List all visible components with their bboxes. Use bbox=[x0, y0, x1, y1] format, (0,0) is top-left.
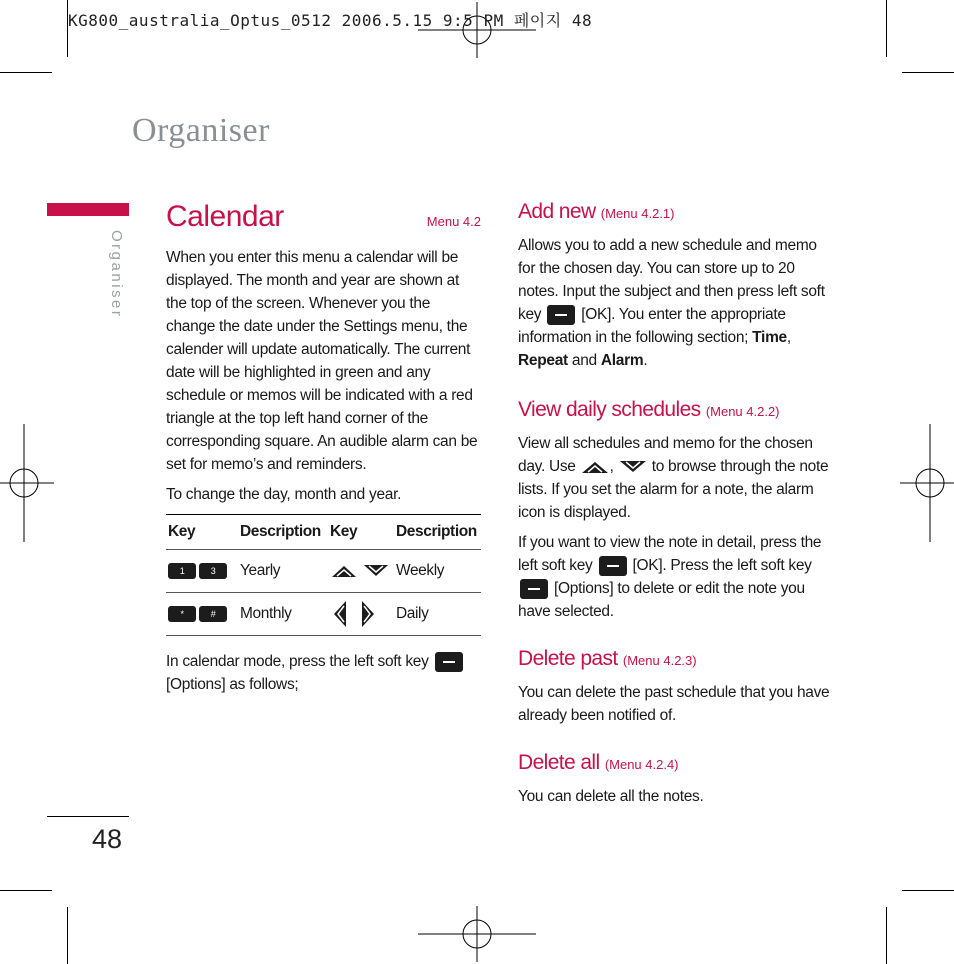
view-daily-detail-text bbox=[518, 531, 833, 623]
calendar-section bbox=[166, 200, 481, 696]
sidebar-label: Organiser bbox=[108, 230, 125, 319]
add-new-title: Add new bbox=[518, 200, 596, 223]
left-soft-key-icon bbox=[520, 579, 548, 599]
nav-right-icon bbox=[356, 599, 378, 629]
view-daily-text-c: If you want to view the note in detail, press the left soft key bbox=[518, 534, 822, 574]
crop-mark bbox=[902, 72, 954, 73]
delete-past-section bbox=[518, 645, 833, 727]
page-number-rule bbox=[47, 816, 129, 817]
view-daily-heading bbox=[518, 396, 833, 426]
key-star-icon: * bbox=[168, 606, 196, 622]
time-label: Time bbox=[752, 329, 787, 346]
options-instructions bbox=[166, 650, 481, 696]
description-cell: Yearly bbox=[238, 550, 328, 593]
key-1-icon: 1 bbox=[168, 563, 196, 579]
view-daily-text bbox=[518, 432, 833, 524]
page-number: 48 bbox=[92, 824, 123, 854]
options-post-text: [Options] as follows; bbox=[166, 676, 299, 693]
view-daily-text-e: [Options] to delete or edit the note you have selected. bbox=[518, 580, 805, 620]
delete-all-title: Delete all bbox=[518, 751, 600, 774]
registration-mark-right bbox=[900, 424, 954, 542]
print-header: KG800_australia_Optus_0512 2006.5.15 9:5 PM 페이지 48 bbox=[68, 11, 593, 30]
crop-mark bbox=[0, 890, 52, 891]
key-cell bbox=[166, 593, 238, 636]
add-new-section bbox=[518, 198, 833, 372]
description-cell: Monthly bbox=[238, 593, 328, 636]
description-cell: Daily bbox=[394, 593, 481, 636]
submenu-sections bbox=[518, 198, 833, 808]
add-new-text-b: [OK]. You enter the appropriate information in the following section; bbox=[518, 306, 786, 346]
calendar-intro: When you enter this menu a calendar will be displayed. The month and year are shown at the top of the screen. Whenever you the change the date under the Settings menu, the calender will update automatically. The current date will be highlighted in green and any schedule or memos will be indicated with a red triangle at the top left hand corner of the corresponding square. An audible alarm can be set for memo’s and reminders. bbox=[166, 249, 478, 473]
view-daily-text-d: [OK]. Press the left soft key bbox=[632, 557, 812, 574]
delete-past-menu-ref: (Menu 4.2.3) bbox=[622, 653, 697, 668]
view-daily-section bbox=[518, 396, 833, 623]
comma: , bbox=[786, 329, 791, 346]
description-cell: Weekly bbox=[394, 550, 481, 593]
key-table bbox=[166, 514, 481, 636]
nav-left-icon bbox=[330, 599, 352, 629]
delete-past-title: Delete past bbox=[518, 647, 618, 670]
chapter-title: Organiser bbox=[132, 112, 270, 149]
and-text: and bbox=[571, 352, 597, 369]
key-3-icon: 3 bbox=[199, 563, 227, 579]
add-new-heading bbox=[518, 198, 833, 228]
delete-all-heading bbox=[518, 749, 833, 779]
registration-mark-left bbox=[0, 424, 54, 542]
key-cell bbox=[166, 550, 238, 593]
add-new-text-a: Allows you to add a new schedule and memo for the chosen day. You can store up to 20 notes. Input the subject and then press left soft key bbox=[518, 237, 825, 323]
view-daily-text-a: View all schedules and memo for the chosen day. Use bbox=[518, 435, 813, 475]
delete-all-text: You can delete all the notes. bbox=[518, 788, 704, 805]
delete-past-text: You can delete the past schedule that you have already been notified of. bbox=[518, 684, 830, 724]
registration-mark-bottom bbox=[418, 906, 536, 962]
key-header: Key bbox=[328, 515, 394, 550]
view-daily-text-b: to browse through the note lists. If you set the alarm for a note, the alarm icon is displayed. bbox=[518, 458, 829, 521]
table-row bbox=[166, 593, 481, 636]
repeat-label: Repeat bbox=[518, 352, 568, 369]
calendar-heading-row bbox=[166, 200, 481, 244]
description-header: Description bbox=[238, 515, 328, 550]
key-cell bbox=[328, 593, 394, 636]
delete-all-menu-ref: (Menu 4.2.4) bbox=[604, 757, 679, 772]
view-daily-menu-ref: (Menu 4.2.2) bbox=[705, 404, 780, 419]
crop-mark bbox=[886, 0, 887, 57]
options-pre-text: In calendar mode, press the left soft key bbox=[166, 653, 429, 670]
add-new-menu-ref: (Menu 4.2.1) bbox=[600, 206, 675, 221]
description-header: Description bbox=[394, 515, 481, 550]
left-soft-key-icon bbox=[547, 305, 575, 325]
alarm-label: Alarm bbox=[600, 352, 644, 369]
view-daily-title: View daily schedules bbox=[518, 398, 701, 421]
crop-mark bbox=[902, 890, 954, 891]
crop-mark bbox=[0, 72, 52, 73]
nav-down-icon bbox=[618, 459, 648, 475]
period: . bbox=[643, 352, 648, 369]
add-new-text bbox=[518, 234, 833, 372]
calendar-menu-ref: Menu 4.2 bbox=[426, 214, 481, 229]
calendar-title: Calendar bbox=[166, 200, 284, 233]
key-hash-icon: # bbox=[199, 606, 227, 622]
crop-mark bbox=[67, 907, 68, 964]
left-soft-key-icon bbox=[599, 556, 627, 576]
delete-all-section bbox=[518, 749, 833, 808]
delete-past-heading bbox=[518, 645, 833, 675]
table-row bbox=[166, 550, 481, 593]
nav-up-icon bbox=[580, 459, 610, 475]
nav-down-icon bbox=[362, 563, 390, 579]
left-soft-key-icon bbox=[435, 652, 463, 672]
nav-up-icon bbox=[330, 563, 358, 579]
calendar-change-text: To change the day, month and year. bbox=[166, 486, 402, 503]
key-cell bbox=[328, 550, 394, 593]
key-header: Key bbox=[166, 515, 238, 550]
sidebar-accent-bar bbox=[47, 203, 129, 216]
crop-mark bbox=[886, 907, 887, 964]
key-table-header bbox=[166, 515, 481, 550]
comma: , bbox=[609, 458, 614, 475]
